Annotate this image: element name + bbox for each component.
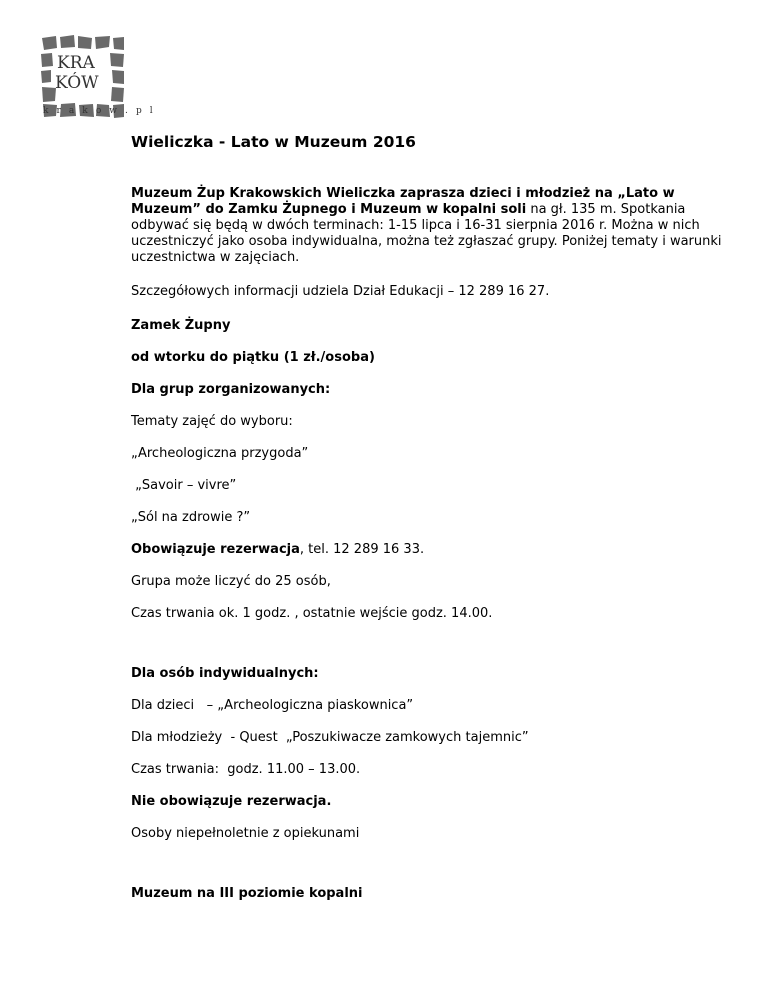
individual-children: Dla dzieci – „Archeologiczna piaskownica”	[131, 698, 414, 713]
reservation-line	[131, 542, 741, 558]
intro-bold: Muzeum Żup Krakowskich Wieliczka zaprasza dzieci i młodzież na „Lato w Muzeum” do Zamku Żupnego i Muzeum w kopalni soli	[131, 186, 675, 217]
individual-duration: Czas trwania: godz. 11.00 – 13.00.	[131, 762, 361, 777]
minors-note: Osoby niepełnoletnie z opiekunami	[131, 826, 360, 841]
topic-1: „Archeologiczna przygoda”	[131, 446, 309, 461]
group-size: Grupa może liczyć do 25 osób,	[131, 574, 331, 589]
page-title: Wieliczka - Lato w Muzeum 2016	[131, 133, 416, 151]
logo-text-line2: KÓW	[55, 73, 99, 93]
logo-text-line1: KRA	[57, 53, 95, 73]
topic-2: „Savoir – vivre”	[131, 478, 237, 493]
topics-label: Tematy zajęć do wyboru:	[131, 414, 293, 429]
individual-youth: Dla młodzieży - Quest „Poszukiwacze zamkowych tajemnic”	[131, 730, 529, 745]
reservation-rest: , tel. 12 289 16 33.	[299, 542, 425, 557]
individual-heading: Dla osób indywidualnych:	[131, 666, 319, 681]
document-content	[131, 130, 741, 902]
contact-info: Szczegółowych informacji udziela Dział Edukacji – 12 289 16 27.	[131, 284, 550, 299]
zamek-heading: Zamek Żupny	[131, 318, 231, 333]
reservation-bold: Obowiązuje rezerwacja	[131, 542, 300, 557]
topic-3: „Sól na zdrowie ?”	[131, 510, 251, 525]
intro-rest: na gł. 135 m. Spotkania odbywać się będą w dwóch terminach: 1-15 lipca i 16-31 sierpnia 2016 r. Można w nich uczestniczyć jako osoba indywidualna, można też zgłaszać grupy. Poniżej tematy i warunki uczestnictwa w zajęciach.	[131, 202, 722, 265]
groups-heading: Dla grup zorganizowanych:	[131, 382, 331, 397]
museum-heading: Muzeum na III poziomie kopalni	[131, 886, 363, 901]
zamek-days: od wtorku do piątku (1 zł./osoba)	[131, 350, 375, 365]
intro-paragraph	[131, 186, 741, 266]
zamek-duration: Czas trwania ok. 1 godz. , ostatnie wejście godz. 14.00.	[131, 606, 493, 621]
no-reservation: Nie obowiązuje rezerwacja.	[131, 794, 332, 809]
logo-url: k r a k o w . p l	[43, 106, 156, 116]
